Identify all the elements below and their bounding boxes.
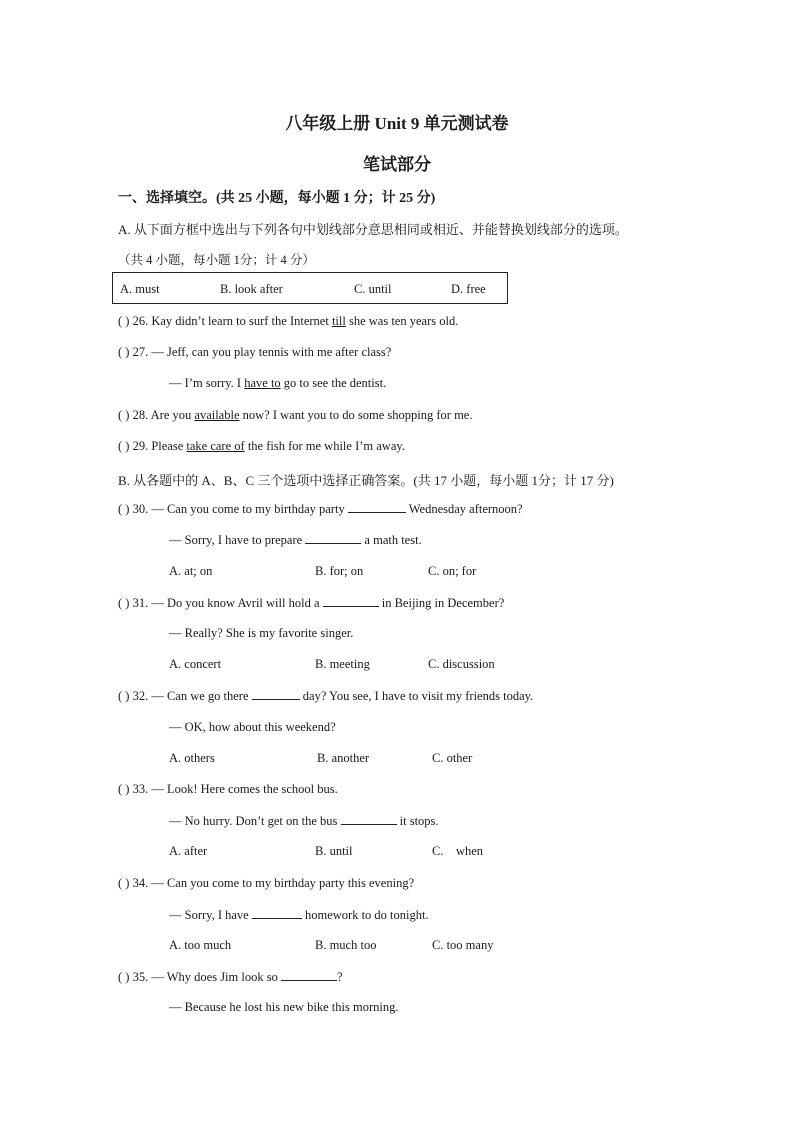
q34-option-c: C. too many: [432, 938, 494, 952]
page-title: 八年级上册 Unit 9 单元测试卷: [285, 114, 509, 133]
question-32: ( ) 32. — Can we go there day? You see, I have to visit my friends today.: [118, 689, 534, 703]
q32-option-c: C. other: [432, 751, 473, 765]
answer-blank: [305, 532, 361, 544]
part-a-instruction: A. 从下面方框中选出与下列各句中划线部分意思相同或相近、并能替换划线部分的选项。: [118, 222, 628, 237]
section-heading: 一、选择填空。(共 25 小题，每小题 1 分；计 25 分): [118, 191, 436, 206]
question-33-reply: — No hurry. Don’t get on the bus it stops.: [169, 814, 439, 828]
q32-option-a: A. others: [169, 751, 215, 765]
question-31-reply: — Really? She is my favorite singer.: [169, 626, 354, 640]
q32-option-b: B. another: [317, 751, 370, 765]
option-d: D. free: [451, 282, 486, 296]
q33-option-a: A. after: [169, 844, 208, 858]
question-34-reply: — Sorry, I have homework to do tonight.: [169, 908, 429, 922]
option-b: B. look after: [220, 282, 283, 296]
answer-blank: [341, 813, 397, 825]
page-subtitle: 笔试部分: [363, 155, 431, 174]
question-27: ( ) 27. — Jeff, can you play tennis with me after class?: [118, 345, 392, 359]
q31-option-a: A. concert: [169, 657, 222, 671]
question-34: ( ) 34. — Can you come to my birthday party this evening?: [118, 876, 415, 890]
q31-option-c: C. discussion: [428, 657, 495, 671]
option-box: [112, 272, 508, 304]
q31-option-b: B. meeting: [315, 657, 370, 671]
part-b-instruction: B. 从各题中的 A、B、C 三个选项中选择正确答案。(共 17 小题，每小题 1分；计 17 分): [118, 473, 614, 488]
question-29: ( ) 29. Please take care of the fish for me while I’m away.: [118, 439, 405, 453]
question-28: ( ) 28. Are you available now? I want you to do some shopping for me.: [118, 408, 473, 422]
part-a-note: （共 4 小题，每小题 1分；计 4 分）: [118, 253, 315, 267]
q34-option-a: A. too much: [169, 938, 232, 952]
option-c: C. until: [354, 282, 392, 296]
q30-option-c: C. on; for: [428, 564, 477, 578]
q33-option-b: B. until: [315, 844, 353, 858]
q33-option-c: C. when: [432, 844, 484, 858]
question-35-reply: — Because he lost his new bike this morning.: [169, 1000, 399, 1014]
answer-blank: [323, 595, 379, 607]
question-33: ( ) 33. — Look! Here comes the school bus.: [118, 782, 338, 796]
answer-blank: [348, 501, 406, 513]
q34-option-b: B. much too: [315, 938, 377, 952]
answer-blank: [252, 688, 300, 700]
q30-option-b: B. for; on: [315, 564, 364, 578]
question-30-reply: — Sorry, I have to prepare a math test.: [169, 533, 422, 547]
question-30: ( ) 30. — Can you come to my birthday party Wednesday afternoon?: [118, 502, 523, 516]
question-31: ( ) 31. — Do you know Avril will hold a in Beijing in December?: [118, 596, 505, 610]
option-a: A. must: [120, 282, 160, 296]
question-26: ( ) 26. Kay didn’t learn to surf the Internet till she was ten years old.: [118, 314, 459, 328]
answer-blank: [281, 969, 337, 981]
q30-option-a: A. at; on: [169, 564, 213, 578]
answer-blank: [252, 907, 302, 919]
question-35: ( ) 35. — Why does Jim look so ?: [118, 970, 343, 984]
question-32-reply: — OK, how about this weekend?: [169, 720, 336, 734]
question-27-reply: — I’m sorry. I have to go to see the dentist.: [169, 376, 387, 390]
